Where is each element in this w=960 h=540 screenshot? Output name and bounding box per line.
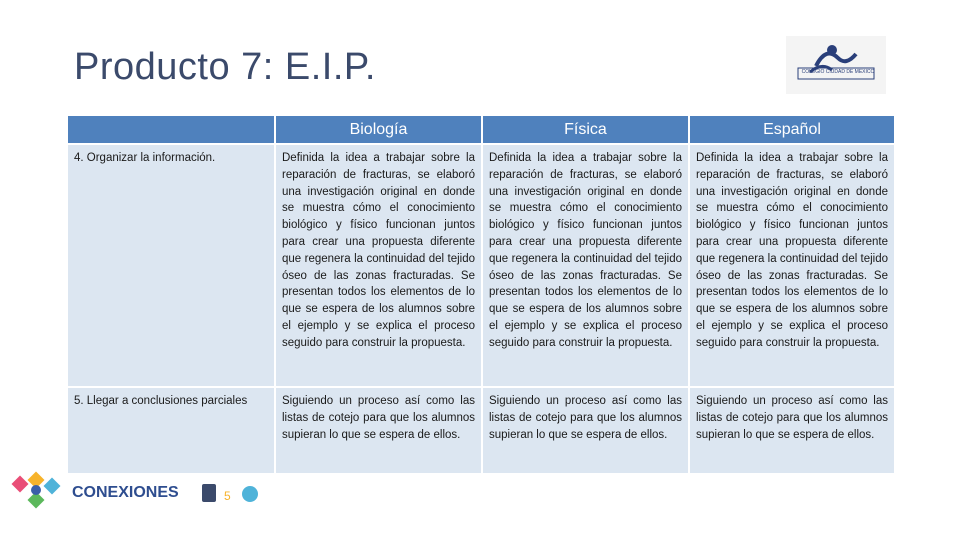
table-cell: Definida la idea a trabajar sobre la reparación de fracturas, se elaboró una investigación original en donde se muestra cómo el conocimiento biológico y físico funcionan juntos para crear una propuesta diferente que regenera la continuidad del tejido óseo de las zonas fracturadas. Se presentan todos los elementos de lo que se espera de los alumnos sobre el ejemplo y se explica el proceso seguido para construir la propuesta.	[482, 144, 689, 387]
header-fisica: Física	[482, 115, 689, 144]
svg-text:5: 5	[224, 489, 231, 503]
row-label: 5. Llegar a conclusiones parciales	[67, 387, 275, 474]
table-cell: Siguiendo un proceso así como las listas de cotejo para que los alumnos supieran lo que se espera de ellos.	[482, 387, 689, 474]
table-header-row	[67, 115, 895, 144]
table-row	[67, 387, 895, 474]
school-logo-text: COLEGIO CIUDAD DE MÉXICO	[801, 69, 875, 75]
slide-title: Producto 7: E.I.P.	[74, 46, 376, 88]
table-cell: Definida la idea a trabajar sobre la reparación de fracturas, se elaboró una investigación original en donde se muestra cómo el conocimiento biológico y físico funcionan juntos para crear una propuesta diferente que regenera la continuidad del tejido óseo de las zonas fracturadas. Se presentan todos los elementos de lo que se espera de los alumnos sobre el ejemplo y se explica el proceso seguido para construir la propuesta.	[689, 144, 895, 387]
table-cell: Siguiendo un proceso así como las listas de cotejo para que los alumnos supieran lo que se espera de ellos.	[689, 387, 895, 474]
table-cell: Siguiendo un proceso así como las listas de cotejo para que los alumnos supieran lo que se espera de ellos.	[275, 387, 482, 474]
conexiones-brand-text: CONEXIONES	[72, 484, 179, 501]
header-empty	[67, 115, 275, 144]
table-cell: Definida la idea a trabajar sobre la reparación de fracturas, se elaboró una investigación original en donde se muestra cómo el conocimiento biológico y físico funcionan juntos para crear una propuesta diferente que regenera la continuidad del tejido óseo de las zonas fracturadas. Se presentan todos los elementos de lo que se espera de los alumnos sobre el ejemplo y se explica el proceso seguido para construir la propuesta.	[275, 144, 482, 387]
conexiones-emblem-icon	[12, 472, 61, 509]
header-biologia: Biología	[275, 115, 482, 144]
eip-table	[66, 114, 896, 475]
table-row	[67, 144, 895, 387]
school-logo	[786, 36, 886, 94]
header-espanol: Español	[689, 115, 895, 144]
row-label: 4. Organizar la información.	[67, 144, 275, 387]
